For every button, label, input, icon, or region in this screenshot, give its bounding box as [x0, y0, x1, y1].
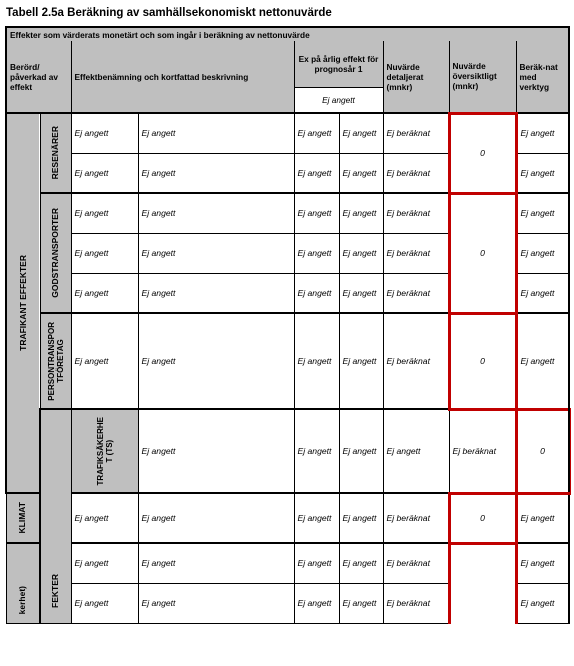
cell-affected: Ej angett: [71, 583, 138, 623]
cell-annual-effect-a: Ej angett: [294, 153, 339, 193]
npv-table-container: [5, 26, 568, 666]
table-row: [6, 113, 569, 153]
cell-npv-overview: 0: [449, 313, 516, 409]
subgroup-label-line: T (TS): [104, 439, 114, 463]
cell-calculated-with-tool: Ej angett: [516, 583, 569, 623]
cell-effect-name: Ej angett: [138, 153, 294, 193]
header-annual-effect: Ex på årlig effekt för prognosår 1: [294, 41, 383, 87]
cell-annual-effect-b: Ej angett: [339, 313, 383, 409]
cell-npv-detailed: Ej beräknat: [449, 409, 516, 493]
cell-effect-name: Ej angett: [138, 113, 294, 153]
cell-affected: Ej angett: [71, 193, 138, 233]
table-row: [6, 193, 569, 233]
cell-calculated-with-tool: Ej angett: [516, 193, 569, 233]
subgroup-label-last: [6, 543, 40, 623]
cell-affected: Ej angett: [71, 273, 138, 313]
cell-npv-overview: [449, 543, 516, 623]
header-calculated-with-tool: Beräk-nat med verktyg: [516, 41, 569, 113]
cell-npv-overview: 0: [449, 493, 516, 543]
subgroup-label-last-text: kerhet): [17, 586, 28, 615]
subgroup-label-persontransportforetag-text: [47, 322, 65, 401]
subgroup-label-resenarer: [40, 113, 71, 193]
cell-annual-effect-b: Ej angett: [383, 409, 449, 493]
cell-affected: Ej angett: [71, 153, 138, 193]
cell-annual-effect-b: Ej angett: [339, 493, 383, 543]
cell-annual-effect-a: Ej angett: [294, 493, 339, 543]
cell-npv-detailed: Ej beräknat: [383, 493, 449, 543]
cell-annual-effect-b: Ej angett: [339, 233, 383, 273]
subgroup-label-godstransporter-text: GODSTRANSPORTER: [50, 208, 60, 298]
cell-affected: Ej angett: [71, 543, 138, 583]
cell-npv-overview: 0: [516, 409, 569, 493]
cell-calculated-with-tool: Ej angett: [516, 153, 569, 193]
cell-annual-effect-b: Ej angett: [339, 113, 383, 153]
cell-annual-effect-b: Ej angett: [339, 543, 383, 583]
cell-effect-name: Ej angett: [138, 583, 294, 623]
cell-calculated-with-tool: Ej angett: [516, 313, 569, 409]
subgroup-label-line: TFÖRETAG: [55, 339, 65, 383]
npv-table: [5, 26, 570, 624]
cell-affected: Ej angett: [71, 493, 138, 543]
cell-annual-effect-a: Ej angett: [294, 543, 339, 583]
cell-affected: Ej angett: [138, 409, 294, 493]
cell-npv-detailed: Ej beräknat: [383, 273, 449, 313]
header-affected: Berörd/ påverkad av effekt: [6, 41, 71, 113]
subgroup-label-trafiksakerhet: [71, 409, 138, 493]
cell-affected: Ej angett: [71, 233, 138, 273]
cell-effect-name: Ej angett: [138, 313, 294, 409]
cell-annual-effect-b: Ej angett: [339, 193, 383, 233]
cell-effect-name: Ej angett: [138, 233, 294, 273]
cell-annual-effect-b: Ej angett: [339, 583, 383, 623]
cell-effect-name: Ej angett: [138, 493, 294, 543]
table-row: [6, 313, 569, 409]
cell-npv-overview: 0: [449, 193, 516, 313]
subgroup-label-trafiksakerhet-text: [96, 417, 114, 485]
cell-annual-effect-a: Ej angett: [294, 583, 339, 623]
cell-npv-detailed: Ej beräknat: [383, 233, 449, 273]
cell-npv-detailed: Ej beräknat: [383, 313, 449, 409]
cell-annual-effect-a: Ej angett: [294, 193, 339, 233]
cell-annual-effect-b: Ej angett: [339, 153, 383, 193]
header-npv-detailed: Nuvärde detaljerat (mnkr): [383, 41, 449, 113]
header-row: [6, 41, 569, 87]
subgroup-label-line: PERSONTRANSPOR: [46, 321, 56, 401]
group-label-bottom: [40, 409, 71, 623]
cell-calculated-with-tool: Ej angett: [516, 113, 569, 153]
group-label-trafikant: [6, 113, 40, 493]
group-label-bottom-text: FEKTER: [50, 574, 61, 609]
cell-annual-effect-a: Ej angett: [339, 409, 383, 493]
cell-annual-effect-b: Ej angett: [339, 273, 383, 313]
cell-annual-effect-a: Ej angett: [294, 233, 339, 273]
subgroup-label-persontransportforetag: [40, 313, 71, 409]
cell-calculated-with-tool: Ej angett: [516, 273, 569, 313]
table-banner: Effekter som värderats monetärt och som ingår i beräkning av nettonuvärde: [6, 27, 569, 41]
cell-npv-overview: 0: [449, 113, 516, 193]
header-npv-overview: Nuvärde översiktligt (mnkr): [449, 41, 516, 113]
subgroup-label-klimat: [6, 493, 40, 543]
cell-npv-detailed: Ej beräknat: [383, 583, 449, 623]
cell-effect-name: Ej angett: [138, 543, 294, 583]
cell-npv-detailed: Ej beräknat: [383, 113, 449, 153]
cell-calculated-with-tool: Ej angett: [516, 233, 569, 273]
header-annual-effect-value: Ej angett: [294, 87, 383, 113]
cell-npv-detailed: Ej beräknat: [383, 193, 449, 233]
table-banner-row: [6, 27, 569, 41]
table-row: [6, 493, 569, 543]
table-row: [6, 543, 569, 583]
cell-effect-name: Ej angett: [294, 409, 339, 493]
cell-annual-effect-a: Ej angett: [294, 273, 339, 313]
cell-annual-effect-a: Ej angett: [294, 313, 339, 409]
cell-npv-detailed: Ej beräknat: [383, 153, 449, 193]
cell-affected: Ej angett: [71, 313, 138, 409]
subgroup-label-line: TRAFIKSÄKERHE: [95, 416, 105, 486]
cell-effect-name: Ej angett: [138, 273, 294, 313]
cell-annual-effect-a: Ej angett: [294, 113, 339, 153]
subgroup-label-godstransporter: [40, 193, 71, 313]
cell-npv-detailed: Ej beräknat: [383, 543, 449, 583]
cell-calculated-with-tool: Ej angett: [516, 543, 569, 583]
header-effect-name: Effektbenämning och kortfattad beskrivning: [71, 41, 294, 113]
subgroup-label-klimat-text: KLIMAT: [17, 502, 28, 534]
table-row: [6, 409, 569, 493]
group-label-trafikant-text: TRAFIKANT EFFEKTER: [17, 255, 28, 351]
cell-affected: Ej angett: [71, 113, 138, 153]
page-title: Tabell 2.5a Beräkning av samhällsekonomiskt nettonuvärde: [6, 7, 332, 19]
cell-calculated-with-tool: Ej angett: [516, 493, 569, 543]
subgroup-label-resenarer-text: RESENÄRER: [50, 126, 60, 180]
cell-effect-name: Ej angett: [138, 193, 294, 233]
